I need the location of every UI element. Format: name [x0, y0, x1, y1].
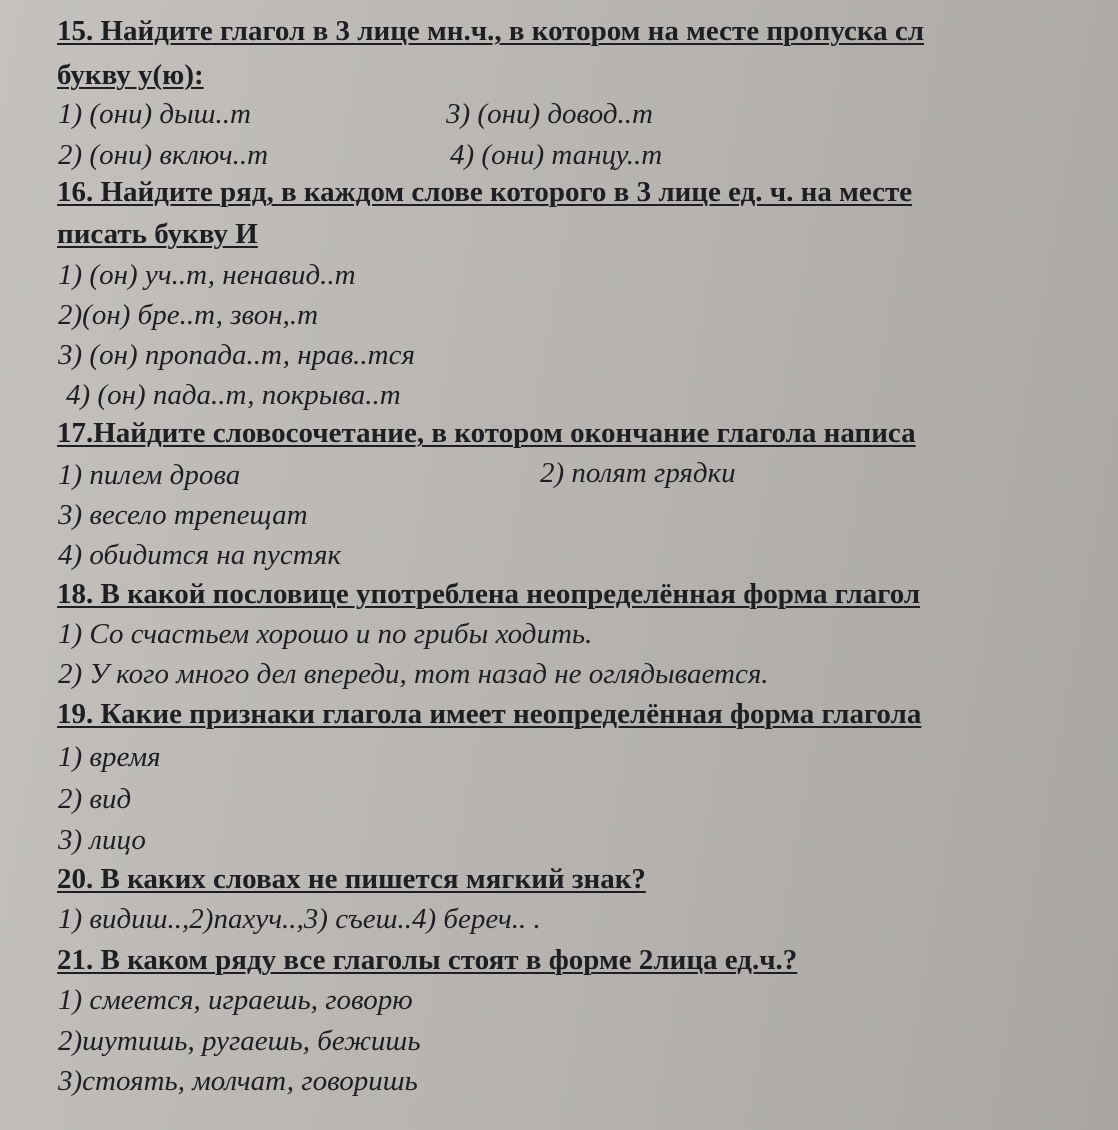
question-19-option-3: 3) лицо — [58, 824, 146, 856]
question-18-title: 18. В какой пословице употреблена неопределённая форма глагол — [57, 578, 921, 610]
question-16-option-4: 4) (он) пада..т, покрыва..т — [66, 379, 401, 411]
question-17-title: 17.Найдите словосочетание, в котором окончание глагола написа — [57, 417, 916, 449]
question-17-option-2: 2) полят грядки — [540, 457, 736, 489]
question-20-title: 20. В каких словах не пишется мягкий знак? — [57, 863, 646, 895]
question-15-title: 15. Найдите глагол в 3 лице мн.ч., в котором на месте пропуска сл — [57, 15, 925, 47]
question-17-option-4: 4) обидится на пустяк — [58, 539, 342, 571]
question-15-option-3: 3) (они) довод..т — [446, 98, 653, 130]
question-16-title: 16. Найдите ряд, в каждом слове которого в 3 лице ед. ч. на месте — [57, 176, 913, 208]
question-15-option-2: 2) (они) включ..т — [58, 139, 269, 171]
question-19-option-1: 1) время — [58, 741, 161, 773]
question-21-option-1: 1) смеется, играешь, говорю — [58, 984, 413, 1016]
question-16-option-2: 2)(он) бре..т, звон,.т — [58, 299, 319, 331]
question-19-option-2: 2) вид — [58, 783, 132, 815]
question-15-option-1: 1) (они) дыш..т — [58, 98, 252, 130]
question-17-option-1: 1) пилем дрова — [58, 459, 241, 491]
question-16-option-3: 3) (он) пропада..т, нрав..тся — [58, 339, 415, 371]
question-21-option-2: 2)шутишь, ругаешь, бежишь — [58, 1025, 421, 1057]
question-19-title: 19. Какие признаки глагола имеет неопределённая форма глагола — [57, 698, 922, 730]
question-18-option-1: 1) Со счастьем хорошо и по грибы ходить. — [58, 618, 593, 650]
question-18-option-2: 2) У кого много дел впереди, тот назад не оглядывается. — [58, 658, 769, 690]
question-21-option-3: 3)стоять, молчат, говоришь — [58, 1065, 418, 1097]
question-15-option-4: 4) (они) танцу..т — [450, 139, 663, 171]
question-17-option-3: 3) весело трепещат — [58, 499, 308, 531]
question-15-title-continued: букву у(ю): — [57, 59, 204, 91]
question-16-option-1: 1) (он) уч..т, ненавид..т — [58, 259, 356, 291]
question-20-option-1: 1) видиш..,2)пахуч..,3) съеш..4) береч.. . — [58, 903, 541, 935]
question-21-title: 21. В каком ряду все глаголы стоят в форме 2лица ед.ч.? — [57, 944, 798, 976]
question-16-title-continued: писать букву И — [57, 218, 258, 250]
